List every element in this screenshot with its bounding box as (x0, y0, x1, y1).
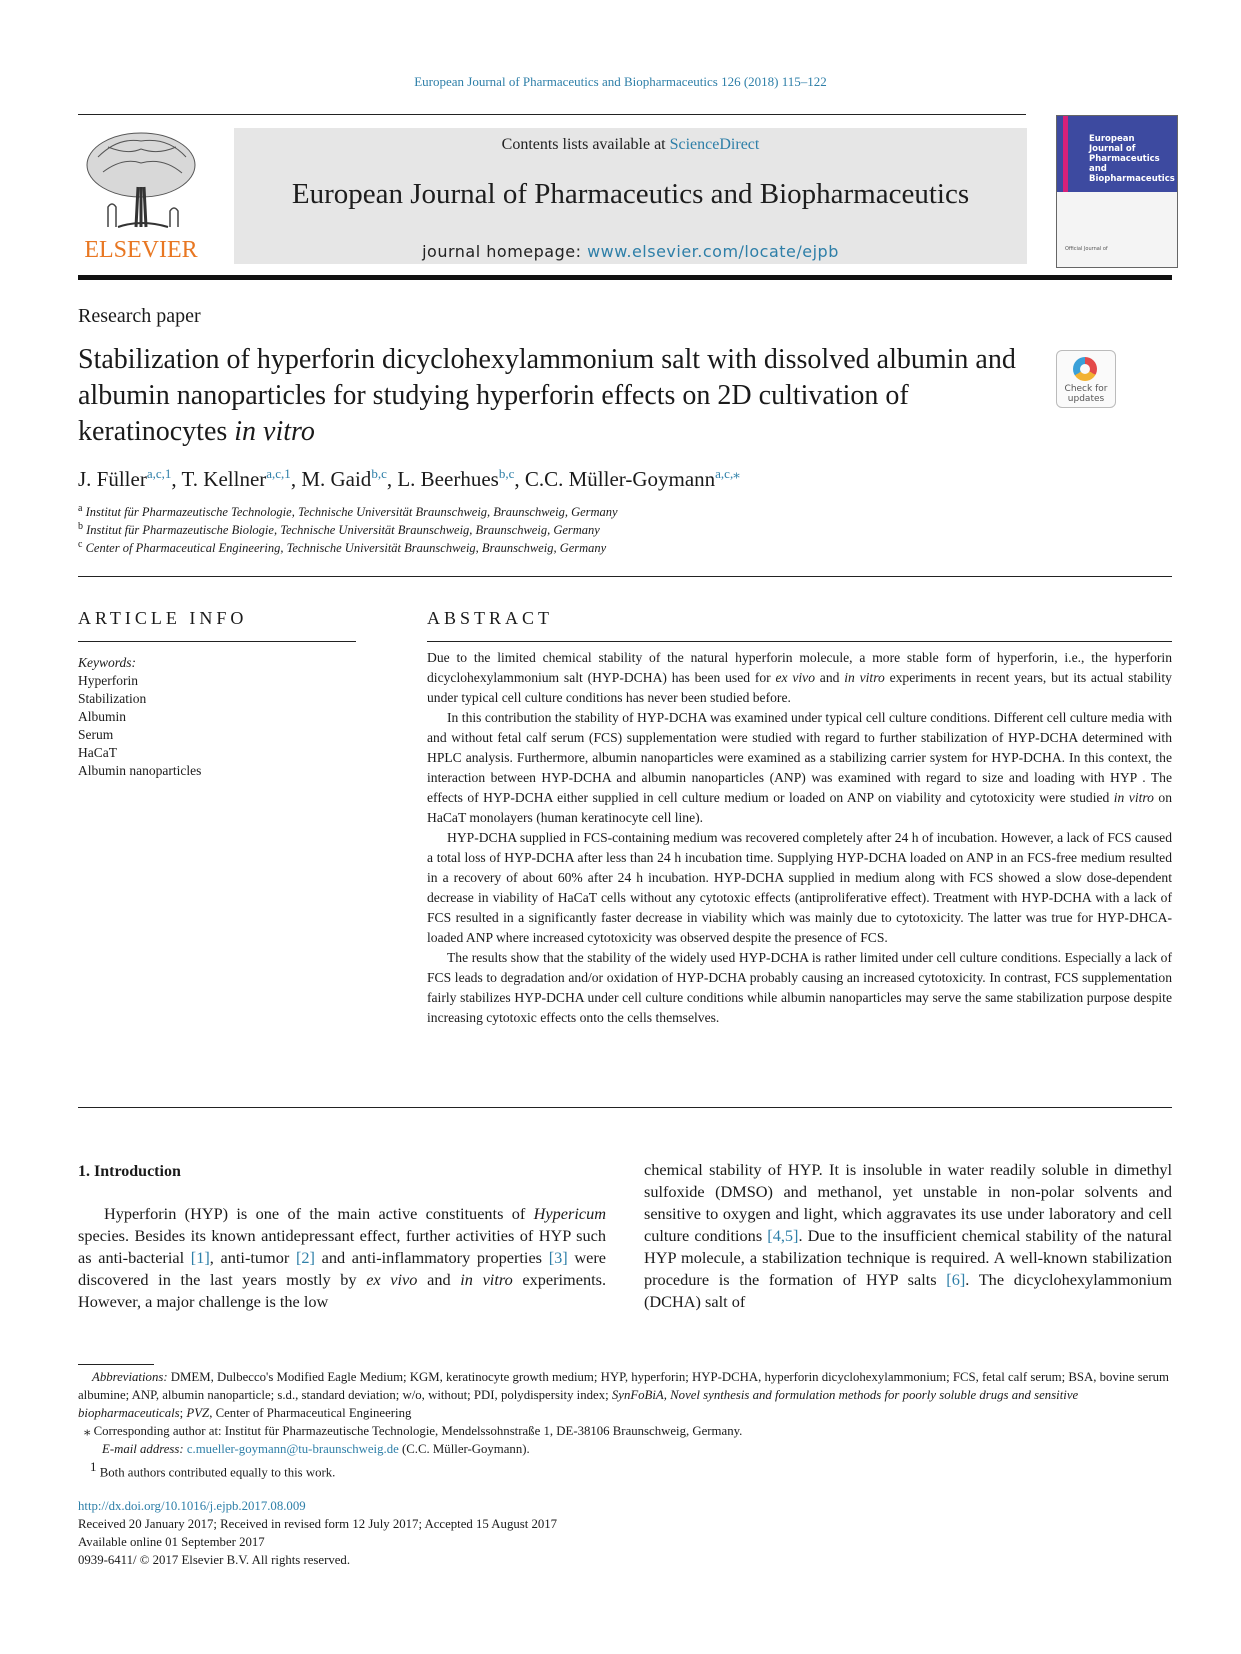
header-rule (78, 114, 1026, 115)
citation-link[interactable]: [3] (548, 1248, 568, 1267)
text-run: . Due to the insufficient chemical stability of the natural HYP molecule, a stabilization technique is required. A well-known stabilization procedure is the formation of HYP salts (644, 1226, 1172, 1289)
publication-info (78, 1497, 557, 1569)
affiliation-mark: c (78, 539, 83, 550)
corresponding-footnote (78, 1422, 1173, 1440)
badge-text (1057, 384, 1115, 404)
elsevier-wordmark: ELSEVIER (84, 237, 198, 263)
citation-link[interactable]: [1] (190, 1248, 210, 1267)
text-italic: ex vivo (366, 1270, 418, 1289)
contents-prefix: Contents lists available at (501, 136, 670, 153)
badge-line: updates (1067, 394, 1105, 404)
cover-stripe (1063, 116, 1068, 192)
text-run: DMEM, Dulbecco's Modified Eagle Medium; KGM, keratinocyte growth medium; HYP, hyperforin; HYP-DCHA, hyperforin dicyclohexylammonium; FCS, fetal calf serum; BSA, bovine serum albumine; ANP, albumin nanoparticle; s.d., standard deviation; w/o, without; PDI, polydispersity index; (78, 1370, 1169, 1402)
abstract-paragraph: The results show that the stability of the widely used HYP-DCHA is rather limited under cell culture conditions. Especially a lack of FCS leads to degradation and/or oxidation of HYP-DCHA probably causing an increased cytotoxicity. In contrast, FCS supplementation fairly stabilizes HYP-DCHA under cell culture conditions while albumin nanoparticles may serve the same stabilization purpose despite increasing cytotoxic effects onto the cells themselves. (427, 950, 1172, 1025)
keyword: HaCaT (78, 745, 117, 760)
email-link[interactable]: c.mueller-goymann@tu-braunschweig.de (186, 1442, 399, 1456)
abbreviations-label: Abbreviations: (92, 1370, 168, 1384)
text-run: and (417, 1270, 461, 1289)
text-run: were discovered in the last years mostly by (78, 1248, 606, 1289)
journal-banner (234, 128, 1027, 264)
copyright-line: 0939-6411/ © 2017 Elsevier B.V. All rights reserved. (78, 1553, 351, 1567)
keywords-block (78, 654, 201, 780)
text-run: . The dicyclohexylammonium (DCHA) salt of (644, 1270, 1172, 1311)
author-name: T. Kellner (181, 467, 267, 491)
author-separator: , (171, 467, 182, 491)
check-for-updates-badge[interactable] (1056, 350, 1116, 408)
contents-line (234, 136, 1027, 154)
abstract-heading: ABSTRACT (427, 608, 554, 628)
author-affiliation-mark[interactable]: b,c (498, 466, 515, 481)
running-header[interactable]: European Journal of Pharmaceutics and Biopharmaceutics 126 (2018) 115–122 (414, 74, 827, 89)
affiliation-text: Institut für Pharmazeutische Biologie, Technische Universität Braunschweig, Braunschweig, Germany (86, 523, 600, 538)
text-run: experiments in recent years, but its actual stability under typical cell culture conditions has never been studied before. (427, 670, 1172, 705)
abstract-paragraph (427, 648, 1172, 708)
footnote-mark: ⁎ (84, 1424, 91, 1438)
text-italic: in vitro (460, 1270, 513, 1289)
affiliation-mark: b (78, 521, 83, 532)
abstract-paragraph: HYP-DCHA supplied in FCS-containing medium was recovered completely after 24 h of incubation. However, a lack of FCS caused a total loss of HYP-DCHA after less than 24 h incubation time. Supplying HYP-DCHA loaded on ANP in an FCS-free medium resulted in a recovery of about 60% after 24 h incubation. HYP-DCHA supplied in medium along with FCS showed a slow dose-dependent decrease in viability of HaCaT cells without any cytotoxic effects (antiproliferative effect). Treatment with HYP-DCHA with a lack of FCS resulted in a significantly faster decrease in viability which was mainly due to cytotoxicity. The latter was true for HYP-DHCA-loaded ANP where increased cytotoxicity was observed despite the presence of FCS. (427, 830, 1172, 945)
received-dates: Received 20 January 2017; Received in revised form 12 July 2017; Accepted 15 August 2017 (78, 1517, 558, 1531)
text-run: and (815, 670, 845, 685)
keyword: Serum (78, 727, 114, 742)
cover-line: European (1089, 134, 1135, 144)
cover-small-text: Official Journal of (1065, 246, 1108, 252)
intro-right-column (644, 1159, 1172, 1313)
text-run: Corresponding author at: Institut für Pharmazeutische Technologie, Mendelssohnstraße 1, DE-38106 Braunschweig, Germany. (90, 1424, 743, 1438)
doi-link[interactable]: http://dx.doi.org/10.1016/j.ejpb.2017.08.009 (78, 1499, 306, 1513)
keyword: Hyperforin (78, 673, 138, 688)
cover-line: Biopharmaceutics (1089, 174, 1175, 184)
title-italic: in vitro (234, 416, 315, 447)
cover-title (1089, 134, 1175, 184)
homepage-link[interactable]: www.elsevier.com/locate/ejpb (587, 242, 839, 261)
text-run: , Center of Pharmaceutical Engineering (209, 1406, 412, 1420)
author-affiliation-mark[interactable]: a,c,1 (266, 466, 291, 481)
text-run: on HaCaT monolayers (human keratinocyte cell line). (427, 790, 1172, 825)
text-italic: Hypericum (533, 1204, 606, 1223)
homepage-prefix: journal homepage: (422, 242, 588, 261)
text-italic: in vitro (1113, 790, 1154, 805)
text-run: experiments. However, a major challenge is the low (78, 1270, 607, 1311)
keyword: Albumin (78, 709, 127, 724)
equal-contribution-footnote (78, 1458, 1173, 1481)
email-label: E-mail address: (102, 1442, 184, 1456)
text-run: species. Besides its known antidepressant effect, further activities of HYP such as anti-bacterial (78, 1226, 606, 1267)
text-run: , anti-tumor (209, 1248, 296, 1267)
text-italic: PVZ (186, 1406, 210, 1420)
abstract-body (427, 648, 1172, 1028)
text-run: Hyperforin (HYP) is one of the main active constituents of (104, 1204, 534, 1223)
text-run: Both authors contributed equally to this work. (96, 1465, 336, 1480)
affiliation-text: Institut für Pharmazeutische Technologie, Technische Universität Braunschweig, Braunschweig, Germany (85, 505, 618, 520)
author[interactable] (182, 467, 302, 491)
author[interactable] (301, 467, 397, 491)
text-run: (C.C. Müller-Goymann). (398, 1442, 530, 1456)
author-separator: , (290, 467, 302, 491)
text-run: In this contribution the stability of HYP-DCHA was examined under typical cell culture conditions. Different cell culture media with and without fetal calf serum (FCS) supplementation were studied with regard to further stabilization of HYP-DCHA determined with HPLC analysis. Furthermore, albumin nanoparticles were examined as a stabilizing carrier system for HYP-DCHA. In this context, the interaction between HYP-DCHA and albumin nanoparticles (ANP) was examined with regard to size and loading with HYP . The effects of HYP-DCHA either supplied in cell culture medium or loaded on ANP on viability and cytotoxicity were studied (427, 710, 1172, 805)
homepage-line (234, 242, 1027, 261)
author[interactable] (397, 467, 525, 491)
intro-left-column (78, 1203, 606, 1313)
author-name: C.C. Müller-Goymann (524, 467, 716, 491)
citation-link[interactable]: [2] (295, 1248, 315, 1267)
intro-paragraph (644, 1159, 1172, 1313)
article-type: Research paper (78, 305, 201, 327)
article-title (78, 342, 1028, 450)
keyword: Stabilization (78, 691, 147, 706)
text-italic: ex vivo (775, 670, 815, 685)
author-name: L. Beerhues (397, 467, 499, 491)
elsevier-tree-icon (78, 127, 204, 237)
email-footnote (78, 1440, 1173, 1458)
crossmark-icon-center (1080, 364, 1090, 374)
badge-line: Check for (1064, 384, 1108, 394)
divider (78, 1107, 1172, 1108)
text-italic: in vitro (844, 670, 885, 685)
citation-link[interactable]: [6] (946, 1270, 966, 1289)
article-info-heading: ARTICLE INFO (78, 608, 248, 628)
author[interactable] (78, 467, 182, 491)
author-list (78, 466, 740, 492)
text-run: and anti-inflammatory properties (314, 1248, 549, 1267)
footnote-mark: 1 (90, 1459, 97, 1474)
cover-line: Pharmaceutics and (1089, 154, 1160, 174)
abbreviations-footnote (78, 1368, 1173, 1422)
section-heading-introduction: 1. Introduction (78, 1163, 181, 1180)
author-affiliation-mark[interactable]: a,c, (715, 466, 734, 481)
affiliation (78, 503, 618, 520)
author-affiliation-mark[interactable]: a,c,1 (146, 466, 172, 481)
online-date: Available online 01 September 2017 (78, 1535, 265, 1549)
title-main: Stabilization of hyperforin dicyclohexylammonium salt with dissolved albumin and albumin nanoparticles for studying hyperforin effects on 2D cultivation of keratinocytes (78, 344, 1016, 447)
affiliation-mark: a (78, 503, 83, 514)
affiliation-text: Center of Pharmaceutical Engineering, Technische Universität Braunschweig, Braunschweig, Germany (85, 541, 607, 556)
cover-line: Journal of (1089, 144, 1136, 154)
author-affiliation-mark[interactable]: b,c (371, 466, 387, 481)
corresponding-author-mark[interactable]: ⁎ (733, 466, 740, 481)
text-italic: SynFoBiA, Novel synthesis and formulation methods for poorly soluble drugs and sensitive biopharmaceuticals (78, 1388, 1079, 1420)
text-run: Due to the limited chemical stability of the natural hyperforin molecule, a more stable form of hyperforin, i.e., the hyperforin dicyclohexylammonium salt (HYP-DCHA) has been used for (427, 650, 1172, 685)
author[interactable] (525, 467, 740, 491)
footnote-rule (78, 1364, 154, 1365)
elsevier-logo[interactable] (78, 127, 204, 264)
author-name: J. Füller (78, 467, 147, 491)
text-run: chemical stability of HYP. It is insoluble in water readily soluble in dimethyl sulfoxide (DMSO) and methanol, yet unstable in non-polar solvents and sensitive to oxygen and light, which aggravates its use under laboratory and cell culture conditions (644, 1160, 1172, 1245)
author-name: M. Gaid (301, 467, 372, 491)
text-run: ; (179, 1406, 187, 1420)
article-info-rule (78, 641, 356, 642)
keywords-label: Keywords: (78, 655, 136, 670)
intro-paragraph (78, 1203, 606, 1313)
divider (78, 576, 1172, 577)
abstract-rule (427, 641, 1172, 642)
journal-title: European Journal of Pharmaceutics and Biopharmaceutics (291, 178, 970, 210)
header-thick-rule (78, 275, 1172, 280)
citation-link[interactable]: [4,5] (767, 1226, 799, 1245)
footnotes (78, 1368, 1173, 1481)
journal-cover-thumbnail[interactable] (1056, 115, 1178, 268)
keyword: Albumin nanoparticles (78, 763, 202, 778)
sciencedirect-link[interactable]: ScienceDirect (669, 136, 760, 153)
affiliation (78, 539, 606, 556)
author-separator: , (514, 467, 525, 491)
affiliation (78, 521, 600, 538)
author-separator: , (386, 467, 398, 491)
abstract-paragraph (427, 708, 1172, 828)
